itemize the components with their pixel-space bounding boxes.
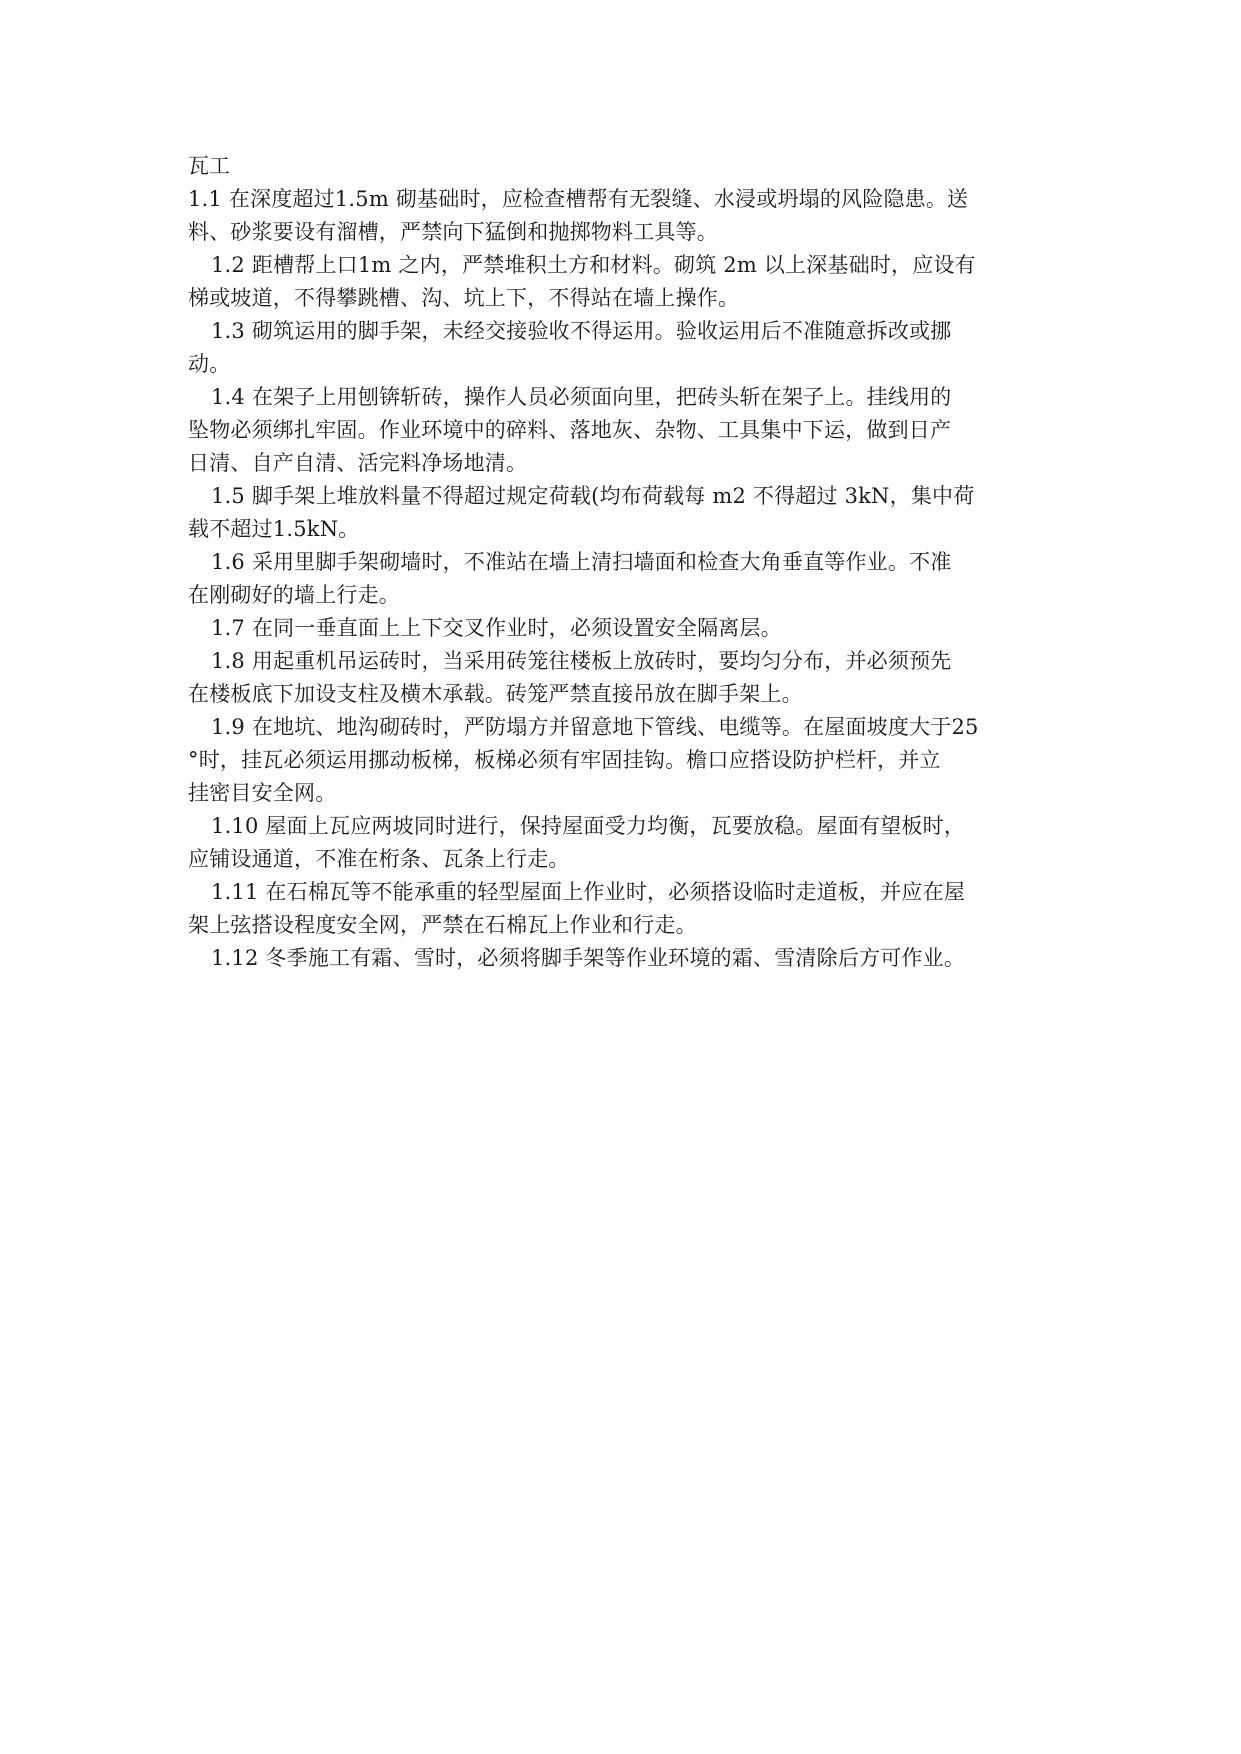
text-line: 梯或坡道，不得攀跳槽、沟、坑上下，不得站在墙上操作。 — [188, 286, 740, 310]
text-line: 1.7 在同一垂直面上上下交叉作业时，必须设置安全隔离层。 — [211, 616, 782, 640]
text-line: 在刚砌好的墙上行走。 — [188, 583, 400, 607]
text-line: 应铺设通道，不准在桁条、瓦条上行走。 — [188, 847, 570, 871]
text-line: 1.12 冬季施工有霜、雪时，必须将脚手架等作业环境的霜、雪清除后方可作业。 — [211, 946, 966, 970]
text-line: 载不超过1.5kN。 — [188, 517, 360, 541]
text-line: 1.2 距槽帮上口1m 之内，严禁堆积土方和材料。砌筑 2m 以上深基础时，应设有 — [211, 253, 976, 277]
document-page — [188, 150, 1098, 975]
text-line: 1.4 在架子上用刨锛斩砖，操作人员必须面向里，把砖头斩在架子上。挂线用的 — [211, 385, 952, 409]
text-line: 1.1 在深度超过1.5m 砌基础时，应检查槽帮有无裂缝、水浸或坍塌的风险隐患。送 — [188, 187, 969, 211]
text-line: 挂密目安全网。 — [188, 781, 337, 805]
document-title: 瓦工 — [188, 154, 230, 178]
text-line: 架上弦搭设程度安全网，严禁在石棉瓦上作业和行走。 — [188, 913, 697, 937]
text-line: °时，挂瓦必须运用挪动板梯，板梯必须有牢固挂钩。檐口应搭设防护栏杆，并立 — [188, 748, 941, 772]
text-line: 1.10 屋面上瓦应两坡同时进行，保持屋面受力均衡，瓦要放稳。屋面有望板时， — [211, 814, 966, 838]
text-line: 在楼板底下加设支柱及横木承载。砖笼严禁直接吊放在脚手架上。 — [188, 682, 803, 706]
text-line: 1.8 用起重机吊运砖时，当采用砖笼往楼板上放砖时，要均匀分布，并必须预先 — [211, 649, 952, 673]
text-line: 1.11 在石棉瓦等不能承重的轻型屋面上作业时，必须搭设临时走道板，并应在屋 — [211, 880, 966, 904]
text-line: 1.6 采用里脚手架砌墙时，不准站在墙上清扫墙面和检查大角垂直等作业。不准 — [211, 550, 952, 574]
text-line: 料、砂浆要设有溜槽，严禁向下猛倒和抛掷物料工具等。 — [188, 220, 718, 244]
text-line: 1.5 脚手架上堆放料量不得超过规定荷载(均布荷载每 m2 不得超过 3kN，集中荷 — [211, 484, 975, 508]
text-line: 坠物必须绑扎牢固。作业环境中的碎料、落地灰、杂物、工具集中下运，做到日产 — [188, 418, 952, 442]
text-line: 1.3 砌筑运用的脚手架，未经交接验收不得运用。验收运用后不准随意拆改或挪 — [211, 319, 952, 343]
text-line: 1.9 在地坑、地沟砌砖时，严防塌方并留意地下管线、电缆等。在屋面坡度大于25 — [211, 715, 979, 739]
text-line: 动。 — [188, 352, 231, 376]
text-line: 日清、自产自清、活完料净场地清。 — [188, 451, 528, 475]
